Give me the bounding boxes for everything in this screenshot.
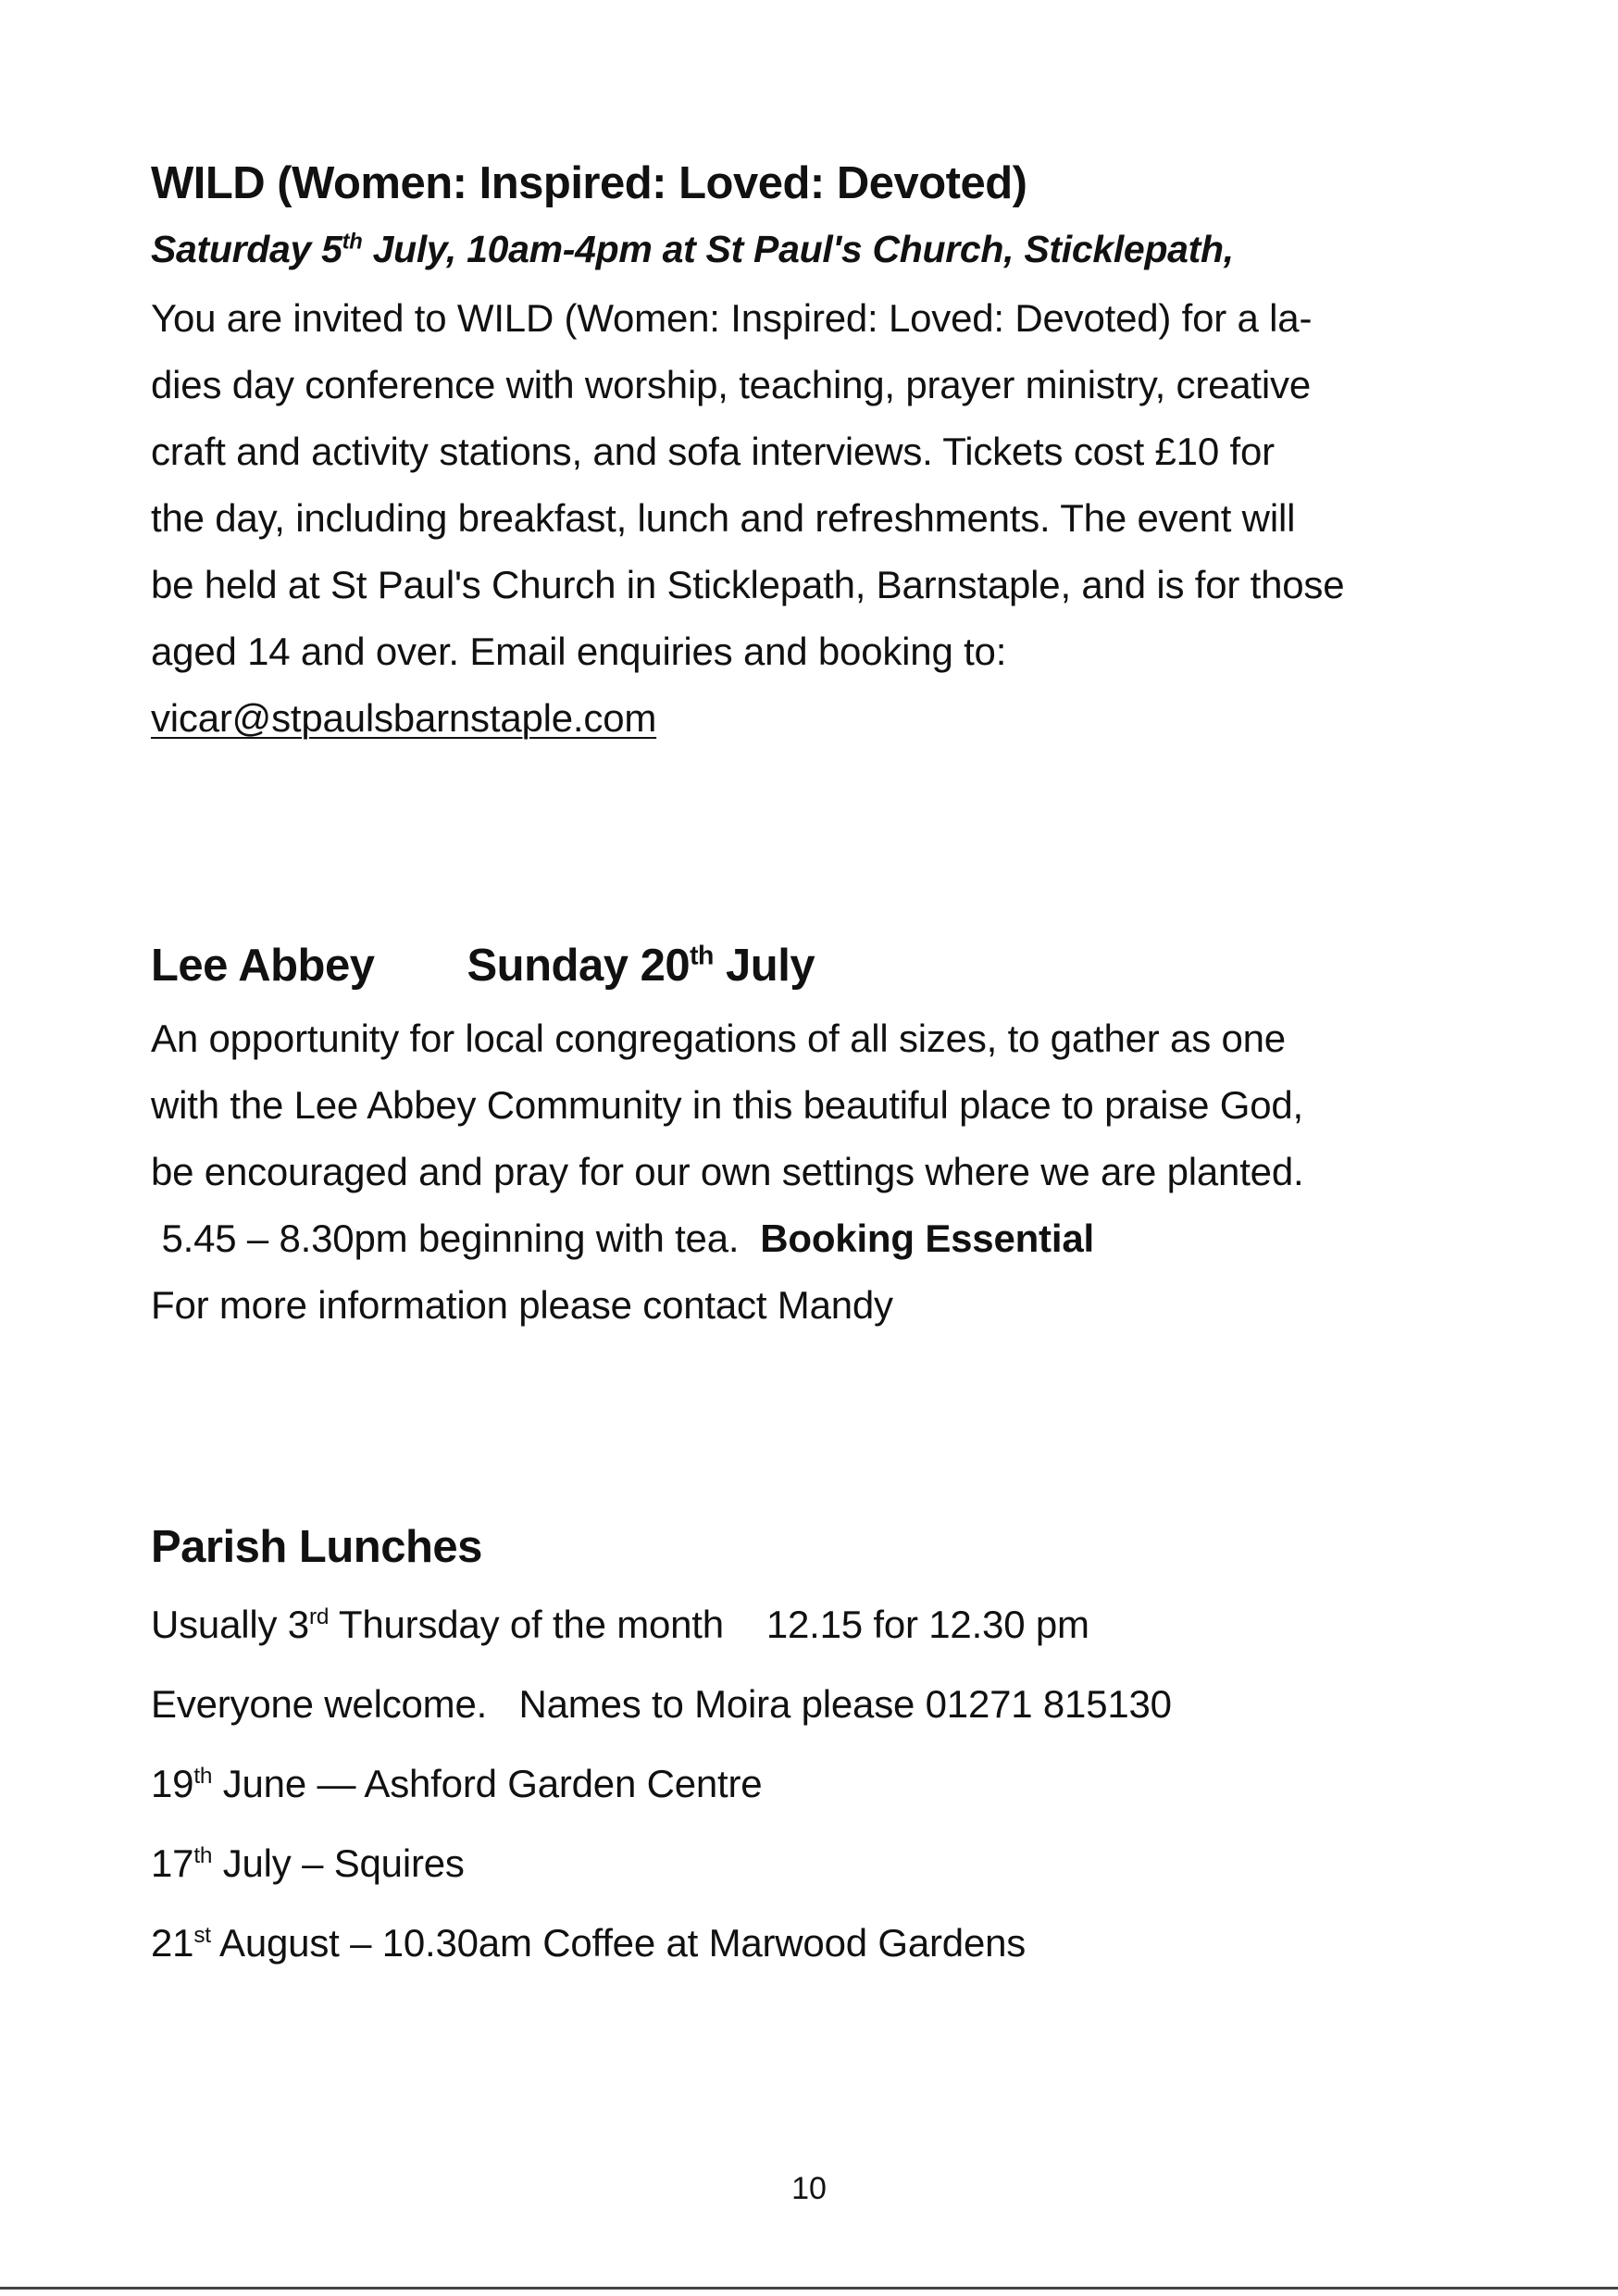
lee-abbey-time-line: 5.45 – 8.30pm beginning with tea. Booking Essential	[151, 1217, 1094, 1260]
bottom-divider	[0, 2287, 1618, 2290]
wild-line-5: be held at St Paul's Church in Sticklepath, Barnstaple, and is for those	[151, 563, 1345, 606]
parish-date-item: 17th July – Squires	[151, 1841, 465, 1885]
wild-line-4: the day, including breakfast, lunch and refreshments. The event will	[151, 496, 1296, 540]
parish-welcome-line: Everyone welcome. Names to Moira please 01271 815130	[151, 1682, 1172, 1726]
lee-abbey-date: Sunday 20th July	[467, 941, 815, 991]
page-number: 10	[791, 2171, 827, 2206]
lee-abbey-contact: For more information please contact Mandy	[151, 1283, 893, 1327]
parish-lunches-title: Parish Lunches	[151, 1522, 482, 1572]
wild-title: WILD (Women: Inspired: Loved: Devoted)	[151, 158, 1027, 208]
parish-date-item: 21st August – 10.30am Coffee at Marwood Gardens	[151, 1921, 1027, 1965]
lee-abbey-title	[151, 940, 815, 992]
wild-line-6: aged 14 and over. Email enquiries and booking to:	[151, 630, 1007, 673]
wild-line-2: dies day conference with worship, teaching, prayer ministry, creative	[151, 363, 1311, 406]
wild-line-3: craft and activity stations, and sofa interviews. Tickets cost £10 for	[151, 430, 1275, 473]
parish-usually-line: Usually 3rd Thursday of the month 12.15 for 12.30 pm	[151, 1603, 1089, 1646]
wild-line-1: You are invited to WILD (Women: Inspired: Loved: Devoted) for a la-	[151, 296, 1313, 340]
lee-abbey-heading: Lee Abbey	[151, 941, 375, 991]
lee-abbey-line-1: An opportunity for local congregations of all sizes, to gather as one	[151, 1017, 1286, 1060]
wild-email-line	[151, 696, 656, 741]
booking-essential: Booking Essential	[760, 1217, 1094, 1260]
lee-abbey-line-2: with the Lee Abbey Community in this beautiful place to praise God,	[151, 1083, 1303, 1127]
wild-subtitle: Saturday 5th July, 10am-4pm at St Paul's Church, Sticklepath,	[151, 228, 1234, 270]
parish-date-item: 19th June — Ashford Garden Centre	[151, 1762, 763, 1805]
lee-abbey-line-3: be encouraged and pray for our own settings where we are planted.	[151, 1150, 1304, 1193]
wild-email-link[interactable]: vicar@stpaulsbarnstaple.com	[151, 696, 657, 740]
